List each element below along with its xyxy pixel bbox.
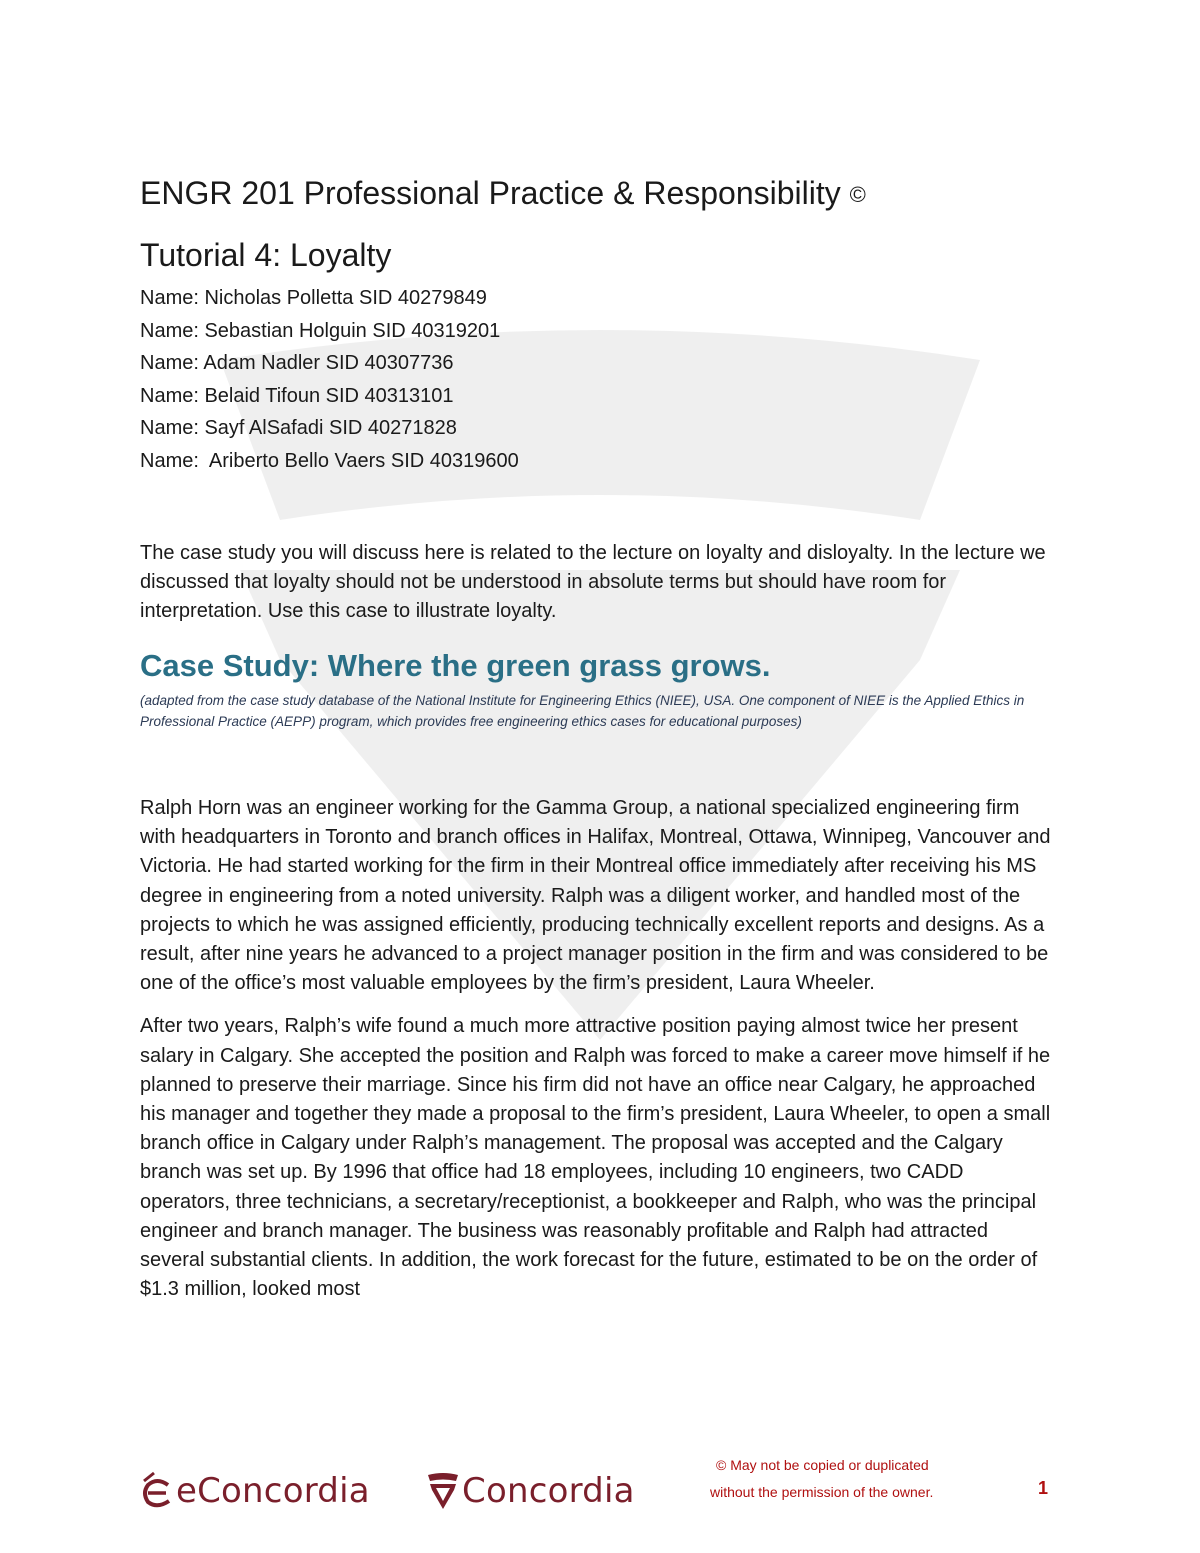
intro-paragraph: The case study you will discuss here is related to the lecture on loyalty and disloyalty. In the lecture we discussed that loyalty should not be understood in absolute terms but should have room for interpretation. Use this case to illustrate loyalty. <box>140 542 1046 622</box>
econcordia-e-icon <box>140 1471 174 1511</box>
copyright-notice <box>700 1452 1000 1506</box>
team-list <box>140 282 1060 477</box>
notice-line: without the permission of the owner. <box>710 1484 934 1500</box>
page-footer <box>0 1440 1200 1540</box>
team-member: Name: Ariberto Bello Vaers SID 40319600 <box>140 449 519 472</box>
document-title: ENGR 201 Professional Practice & Responsibility © <box>140 175 866 211</box>
concordia-shield-icon <box>426 1471 460 1511</box>
concordia-logo <box>426 1466 635 1516</box>
notice-line: © May not be copied or duplicated <box>716 1457 929 1473</box>
page-number: 1 <box>1038 1478 1049 1498</box>
case-paragraph: After two years, Ralph’s wife found a much more attractive position paying almost twice her present salary in Calgary. She accepted the position and Ralph was forced to make a career move himself if he planned to preserve their marriage. Since his firm did not have an office near Calgary, he approached his manager and together they made a proposal to the firm’s president, Laura Wheeler, to open a small branch office in Calgary under Ralph’s management. The proposal was accepted and the Calgary branch was set up. By 1996 that office had 18 employees, including 10 engineers, two CADD operators, three technicians, a secretary/receptionist, a bookkeeper and Ralph, who was the principal engineer and branch manager. The business was reasonably profitable and Ralph had attracted several substantial clients. In addition, the work forecast for the future, estimated to be on the order of $1.3 million, looked most <box>140 1015 1051 1301</box>
document-subtitle: Tutorial 4: Loyalty <box>140 237 392 273</box>
case-study-title: Case Study: Where the green grass grows. <box>140 648 771 683</box>
econcordia-logo <box>140 1466 370 1516</box>
team-member: Name: Belaid Tifoun SID 40313101 <box>140 384 454 407</box>
concordia-wordmark: Concordia <box>462 1471 635 1511</box>
team-member: Name: Sayf AlSafadi SID 40271828 <box>140 417 457 439</box>
case-study-source-note: (adapted from the case study database of the National Institute for Engineering Ethics (NIEE), USA. One component of NIEE is the Applied Ethics in Professional Practice (AEPP) program, which provides free engineering ethics cases for educational purposes) <box>140 693 1025 729</box>
copyright-symbol: © <box>849 182 866 207</box>
econcordia-wordmark: eConcordia <box>176 1471 370 1511</box>
team-member: Name: Nicholas Polletta SID 40279849 <box>140 287 487 309</box>
main-content <box>140 170 1060 1304</box>
team-member: Name: Adam Nadler SID 40307736 <box>140 352 454 374</box>
case-paragraph: Ralph Horn was an engineer working for the Gamma Group, a national specialized engineering firm with headquarters in Toronto and branch offices in Halifax, Montreal, Ottawa, Winnipeg, Vancouver and Victoria. He had started working for the firm in their Montreal office immediately after receiving his MS degree in engineering from a noted university. Ralph was a diligent worker, and handled most of the projects to which he was assigned efficiently, producing technically excellent reports and designs. As a result, after nine years he advanced to a project manager position in the firm and was considered to be one of the office’s most valuable employees by the firm’s president, Laura Wheeler. <box>140 797 1051 995</box>
team-member: Name: Sebastian Holguin SID 40319201 <box>140 319 501 342</box>
